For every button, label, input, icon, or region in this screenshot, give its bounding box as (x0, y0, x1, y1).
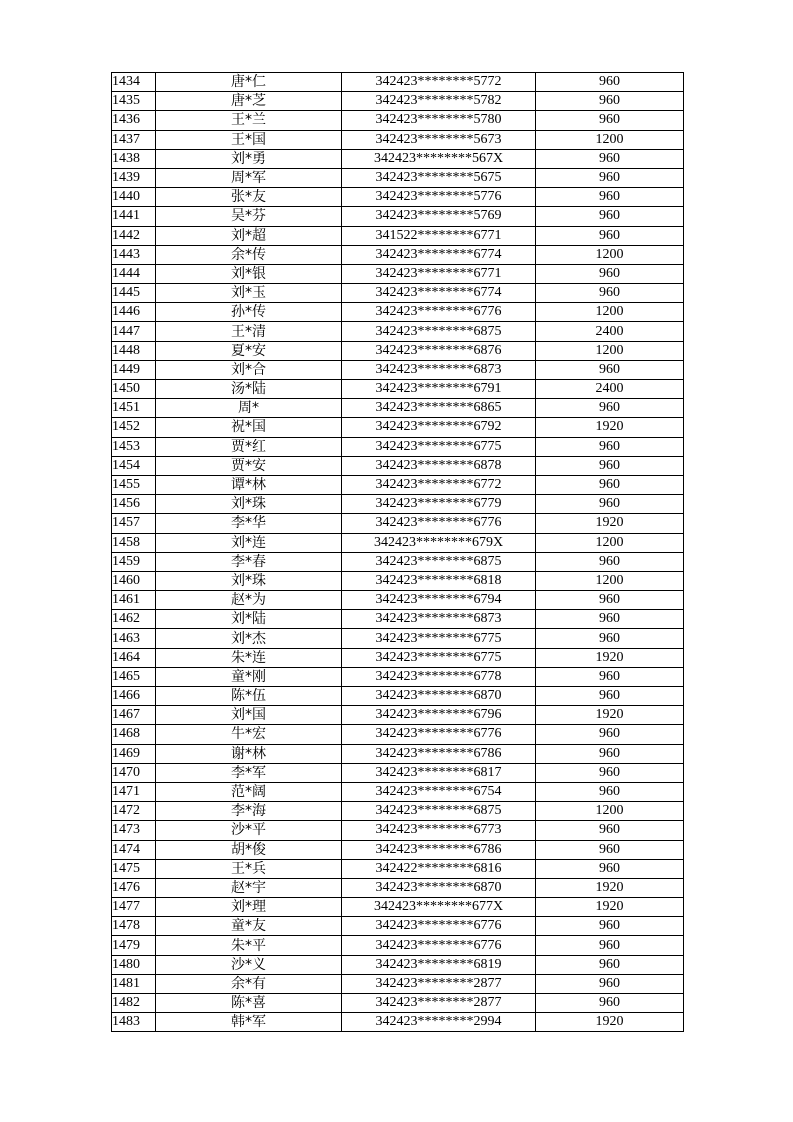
name-cell: 王*兵 (156, 859, 342, 878)
name-cell: 祝*国 (156, 418, 342, 437)
name-cell: 陈*喜 (156, 994, 342, 1013)
id-number-cell: 342423********6754 (342, 782, 536, 801)
amount-cell: 960 (536, 495, 684, 514)
name-cell: 王*兰 (156, 111, 342, 130)
row-number-cell: 1453 (112, 437, 156, 456)
amount-cell: 1200 (536, 341, 684, 360)
table-row (112, 456, 684, 475)
amount-cell: 960 (536, 399, 684, 418)
amount-cell: 960 (536, 591, 684, 610)
amount-cell: 960 (536, 264, 684, 283)
row-number-cell: 1483 (112, 1013, 156, 1032)
amount-cell: 960 (536, 782, 684, 801)
amount-cell: 2400 (536, 322, 684, 341)
table-row (112, 303, 684, 322)
amount-cell: 960 (536, 821, 684, 840)
amount-cell: 960 (536, 168, 684, 187)
amount-cell: 1200 (536, 245, 684, 264)
table-row (112, 284, 684, 303)
id-number-cell: 342423********6786 (342, 744, 536, 763)
amount-cell: 960 (536, 725, 684, 744)
id-number-cell: 342423********6794 (342, 591, 536, 610)
amount-cell: 960 (536, 687, 684, 706)
table-row (112, 687, 684, 706)
row-number-cell: 1466 (112, 687, 156, 706)
amount-cell: 1920 (536, 898, 684, 917)
row-number-cell: 1434 (112, 73, 156, 92)
table-row (112, 418, 684, 437)
id-number-cell: 342423********6875 (342, 552, 536, 571)
amount-cell: 960 (536, 840, 684, 859)
id-number-cell: 342423********6776 (342, 303, 536, 322)
id-number-cell: 342423********6878 (342, 456, 536, 475)
table-row (112, 802, 684, 821)
name-cell: 王*清 (156, 322, 342, 341)
table-row (112, 591, 684, 610)
amount-cell: 960 (536, 994, 684, 1013)
row-number-cell: 1454 (112, 456, 156, 475)
id-number-cell: 342423********6865 (342, 399, 536, 418)
amount-cell: 960 (536, 92, 684, 111)
table-row (112, 360, 684, 379)
name-cell: 童*友 (156, 917, 342, 936)
amount-cell: 960 (536, 207, 684, 226)
table-row (112, 744, 684, 763)
table-row (112, 552, 684, 571)
row-number-cell: 1450 (112, 380, 156, 399)
table-row (112, 610, 684, 629)
id-number-cell: 342423********6791 (342, 380, 536, 399)
name-cell: 陈*伍 (156, 687, 342, 706)
name-cell: 童*刚 (156, 667, 342, 686)
name-cell: 范*阔 (156, 782, 342, 801)
row-number-cell: 1443 (112, 245, 156, 264)
row-number-cell: 1467 (112, 706, 156, 725)
amount-cell: 960 (536, 111, 684, 130)
name-cell: 唐*仁 (156, 73, 342, 92)
amount-cell: 1200 (536, 571, 684, 590)
row-number-cell: 1475 (112, 859, 156, 878)
name-cell: 李*春 (156, 552, 342, 571)
id-number-cell: 342423********5776 (342, 188, 536, 207)
table-row (112, 878, 684, 897)
amount-cell: 960 (536, 859, 684, 878)
id-number-cell: 342423********5675 (342, 168, 536, 187)
row-number-cell: 1445 (112, 284, 156, 303)
row-number-cell: 1437 (112, 130, 156, 149)
table-row (112, 859, 684, 878)
amount-cell: 960 (536, 974, 684, 993)
row-number-cell: 1478 (112, 917, 156, 936)
amount-cell: 960 (536, 955, 684, 974)
name-cell: 张*友 (156, 188, 342, 207)
name-cell: 夏*安 (156, 341, 342, 360)
row-number-cell: 1444 (112, 264, 156, 283)
table-row (112, 917, 684, 936)
name-cell: 刘*银 (156, 264, 342, 283)
name-cell: 王*国 (156, 130, 342, 149)
name-cell: 刘*超 (156, 226, 342, 245)
amount-cell: 960 (536, 188, 684, 207)
name-cell: 朱*连 (156, 648, 342, 667)
amount-cell: 1200 (536, 303, 684, 322)
id-number-cell: 342423********6776 (342, 725, 536, 744)
amount-cell: 1920 (536, 648, 684, 667)
amount-cell: 1920 (536, 878, 684, 897)
id-number-cell: 342423********6772 (342, 475, 536, 494)
id-number-cell: 342423********6870 (342, 687, 536, 706)
row-number-cell: 1470 (112, 763, 156, 782)
row-number-cell: 1481 (112, 974, 156, 993)
row-number-cell: 1456 (112, 495, 156, 514)
row-number-cell: 1472 (112, 802, 156, 821)
id-number-cell: 342423********6876 (342, 341, 536, 360)
id-number-cell: 342423********6786 (342, 840, 536, 859)
name-cell: 刘*陆 (156, 610, 342, 629)
row-number-cell: 1436 (112, 111, 156, 130)
row-number-cell: 1452 (112, 418, 156, 437)
name-cell: 刘*杰 (156, 629, 342, 648)
name-cell: 吴*芬 (156, 207, 342, 226)
name-cell: 沙*平 (156, 821, 342, 840)
name-cell: 周*军 (156, 168, 342, 187)
amount-cell: 960 (536, 475, 684, 494)
table-row (112, 111, 684, 130)
table-row (112, 725, 684, 744)
table-row (112, 322, 684, 341)
row-number-cell: 1479 (112, 936, 156, 955)
id-number-cell: 342423********6773 (342, 821, 536, 840)
id-number-cell: 342423********6792 (342, 418, 536, 437)
name-cell: 刘*合 (156, 360, 342, 379)
row-number-cell: 1446 (112, 303, 156, 322)
id-number-cell: 342423********6875 (342, 802, 536, 821)
id-number-cell: 342423********6873 (342, 610, 536, 629)
name-cell: 李*海 (156, 802, 342, 821)
amount-cell: 960 (536, 456, 684, 475)
id-number-cell: 342423********6870 (342, 878, 536, 897)
table-row (112, 245, 684, 264)
amount-cell: 960 (536, 667, 684, 686)
name-cell: 刘*连 (156, 533, 342, 552)
name-cell: 刘*珠 (156, 571, 342, 590)
table-row (112, 264, 684, 283)
id-number-cell: 342423********5769 (342, 207, 536, 226)
row-number-cell: 1471 (112, 782, 156, 801)
name-cell: 赵*为 (156, 591, 342, 610)
name-cell: 孙*传 (156, 303, 342, 322)
table-row (112, 782, 684, 801)
name-cell: 汤*陆 (156, 380, 342, 399)
table-row (112, 437, 684, 456)
id-number-cell: 342423********6771 (342, 264, 536, 283)
id-number-cell: 342422********6816 (342, 859, 536, 878)
row-number-cell: 1474 (112, 840, 156, 859)
row-number-cell: 1457 (112, 514, 156, 533)
id-number-cell: 342423********677X (342, 898, 536, 917)
name-cell: 刘*理 (156, 898, 342, 917)
table-row (112, 149, 684, 168)
amount-cell: 1920 (536, 418, 684, 437)
table-row (112, 73, 684, 92)
table-row (112, 226, 684, 245)
row-number-cell: 1459 (112, 552, 156, 571)
id-number-cell: 342423********6875 (342, 322, 536, 341)
amount-cell: 960 (536, 226, 684, 245)
amount-cell: 960 (536, 629, 684, 648)
table-row (112, 475, 684, 494)
table-row (112, 763, 684, 782)
row-number-cell: 1435 (112, 92, 156, 111)
id-number-cell: 342423********6776 (342, 917, 536, 936)
id-number-cell: 342423********2877 (342, 994, 536, 1013)
row-number-cell: 1465 (112, 667, 156, 686)
id-number-cell: 342423********5780 (342, 111, 536, 130)
name-cell: 谭*林 (156, 475, 342, 494)
table-row (112, 399, 684, 418)
row-number-cell: 1458 (112, 533, 156, 552)
row-number-cell: 1468 (112, 725, 156, 744)
table-row (112, 571, 684, 590)
table-row (112, 1013, 684, 1032)
id-number-cell: 342423********6873 (342, 360, 536, 379)
id-number-cell: 342423********5772 (342, 73, 536, 92)
amount-cell: 960 (536, 360, 684, 379)
name-cell: 赵*宇 (156, 878, 342, 897)
amount-cell: 2400 (536, 380, 684, 399)
row-number-cell: 1439 (112, 168, 156, 187)
name-cell: 朱*平 (156, 936, 342, 955)
table-row (112, 667, 684, 686)
amount-cell: 960 (536, 936, 684, 955)
row-number-cell: 1469 (112, 744, 156, 763)
name-cell: 贾*安 (156, 456, 342, 475)
id-number-cell: 342423********6775 (342, 437, 536, 456)
row-number-cell: 1463 (112, 629, 156, 648)
amount-cell: 960 (536, 149, 684, 168)
name-cell: 韩*军 (156, 1013, 342, 1032)
row-number-cell: 1438 (112, 149, 156, 168)
name-cell: 牛*宏 (156, 725, 342, 744)
row-number-cell: 1451 (112, 399, 156, 418)
row-number-cell: 1461 (112, 591, 156, 610)
amount-cell: 960 (536, 744, 684, 763)
row-number-cell: 1449 (112, 360, 156, 379)
id-number-cell: 342423********2877 (342, 974, 536, 993)
id-number-cell: 342423********6774 (342, 284, 536, 303)
table-row (112, 936, 684, 955)
id-number-cell: 342423********6774 (342, 245, 536, 264)
name-cell: 周* (156, 399, 342, 418)
amount-cell: 960 (536, 917, 684, 936)
subsidy-roster-table (111, 72, 684, 1032)
row-number-cell: 1482 (112, 994, 156, 1013)
table-row (112, 495, 684, 514)
id-number-cell: 342423********567X (342, 149, 536, 168)
row-number-cell: 1462 (112, 610, 156, 629)
table-row (112, 974, 684, 993)
id-number-cell: 342423********5782 (342, 92, 536, 111)
table-row (112, 514, 684, 533)
table-row (112, 955, 684, 974)
amount-cell: 960 (536, 610, 684, 629)
row-number-cell: 1460 (112, 571, 156, 590)
amount-cell: 960 (536, 763, 684, 782)
row-number-cell: 1440 (112, 188, 156, 207)
id-number-cell: 342423********6817 (342, 763, 536, 782)
row-number-cell: 1447 (112, 322, 156, 341)
name-cell: 胡*俊 (156, 840, 342, 859)
row-number-cell: 1476 (112, 878, 156, 897)
table-row (112, 168, 684, 187)
roster-table-body (112, 73, 684, 1032)
id-number-cell: 342423********6796 (342, 706, 536, 725)
row-number-cell: 1480 (112, 955, 156, 974)
amount-cell: 1200 (536, 533, 684, 552)
name-cell: 贾*红 (156, 437, 342, 456)
table-row (112, 994, 684, 1013)
table-row (112, 648, 684, 667)
row-number-cell: 1441 (112, 207, 156, 226)
name-cell: 谢*林 (156, 744, 342, 763)
name-cell: 唐*芝 (156, 92, 342, 111)
amount-cell: 960 (536, 284, 684, 303)
id-number-cell: 342423********6819 (342, 955, 536, 974)
name-cell: 余*有 (156, 974, 342, 993)
name-cell: 余*传 (156, 245, 342, 264)
row-number-cell: 1455 (112, 475, 156, 494)
name-cell: 李*华 (156, 514, 342, 533)
id-number-cell: 342423********6775 (342, 648, 536, 667)
table-row (112, 188, 684, 207)
name-cell: 刘*国 (156, 706, 342, 725)
id-number-cell: 342423********6779 (342, 495, 536, 514)
id-number-cell: 342423********6818 (342, 571, 536, 590)
amount-cell: 960 (536, 73, 684, 92)
amount-cell: 1200 (536, 130, 684, 149)
table-row (112, 533, 684, 552)
name-cell: 刘*珠 (156, 495, 342, 514)
amount-cell: 960 (536, 437, 684, 456)
name-cell: 刘*勇 (156, 149, 342, 168)
name-cell: 沙*义 (156, 955, 342, 974)
row-number-cell: 1477 (112, 898, 156, 917)
table-row (112, 207, 684, 226)
row-number-cell: 1442 (112, 226, 156, 245)
table-row (112, 821, 684, 840)
row-number-cell: 1464 (112, 648, 156, 667)
amount-cell: 1920 (536, 514, 684, 533)
name-cell: 刘*玉 (156, 284, 342, 303)
name-cell: 李*军 (156, 763, 342, 782)
id-number-cell: 342423********6776 (342, 514, 536, 533)
table-row (112, 629, 684, 648)
amount-cell: 1200 (536, 802, 684, 821)
table-row (112, 840, 684, 859)
table-row (112, 380, 684, 399)
table-row (112, 130, 684, 149)
id-number-cell: 342423********6776 (342, 936, 536, 955)
id-number-cell: 341522********6771 (342, 226, 536, 245)
id-number-cell: 342423********6778 (342, 667, 536, 686)
row-number-cell: 1473 (112, 821, 156, 840)
id-number-cell: 342423********5673 (342, 130, 536, 149)
row-number-cell: 1448 (112, 341, 156, 360)
id-number-cell: 342423********2994 (342, 1013, 536, 1032)
amount-cell: 1920 (536, 706, 684, 725)
table-row (112, 706, 684, 725)
id-number-cell: 342423********679X (342, 533, 536, 552)
table-row (112, 898, 684, 917)
table-row (112, 92, 684, 111)
amount-cell: 1920 (536, 1013, 684, 1032)
table-row (112, 341, 684, 360)
id-number-cell: 342423********6775 (342, 629, 536, 648)
amount-cell: 960 (536, 552, 684, 571)
